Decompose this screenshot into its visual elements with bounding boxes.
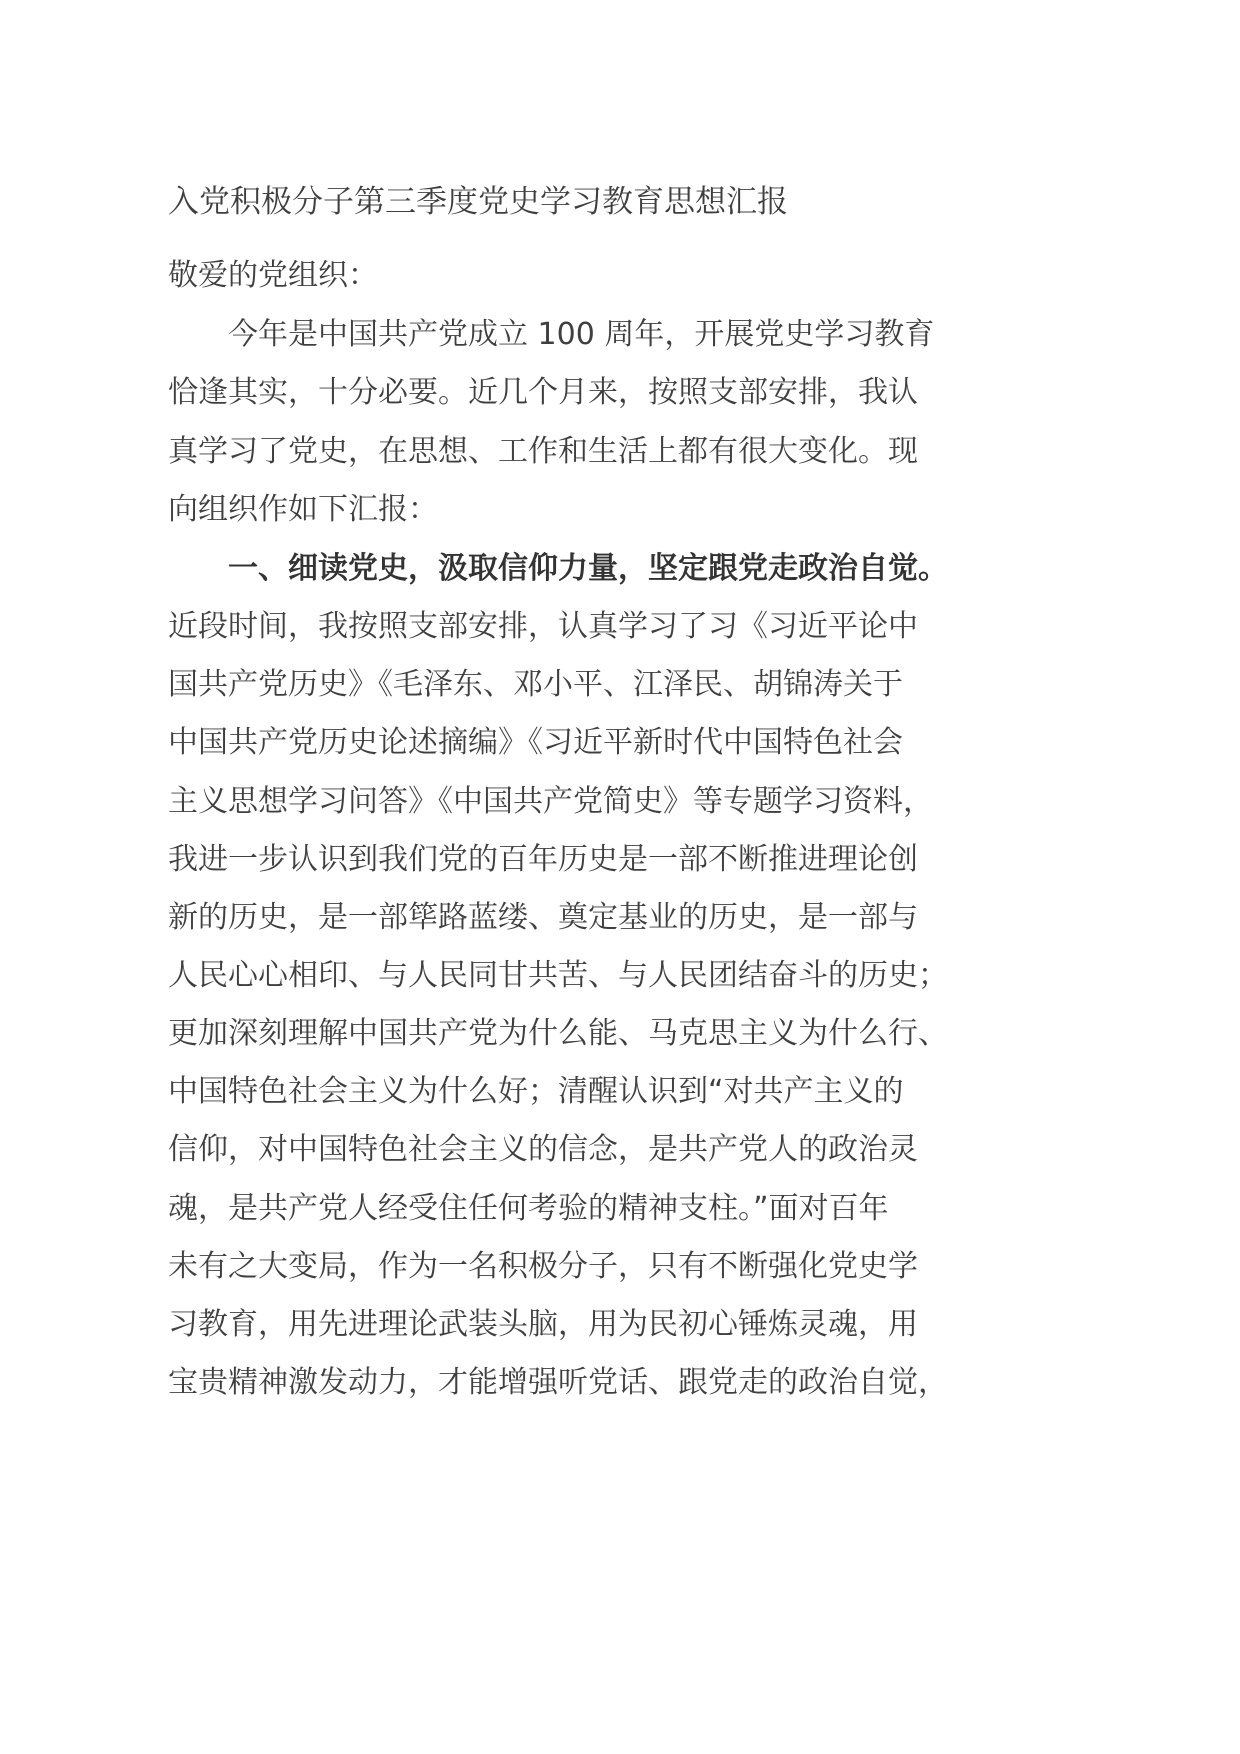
paragraph-line: 我进一步认识到我们党的百年历史是一部不断推进理论创 (168, 842, 918, 877)
paragraph-line: 向组织作如下汇报： (168, 492, 438, 527)
document-title: 入党积极分子第三季度党史学习教育思想汇报 (168, 184, 788, 220)
paragraph-line: 中国共产党历史论述摘编》《习近平新时代中国特色社会 (168, 725, 903, 760)
salutation: 敬爱的党组织： (168, 258, 378, 293)
paragraph-line: 真学习了党史，在思想、工作和生活上都有很大变化。现 (168, 434, 918, 469)
paragraph-line: 人民心心相印、与人民同甘共苦、与人民团结奋斗的历史； (168, 958, 948, 993)
paragraph-line: 魂，是共产党人经受住任何考验的精神支柱。”面对百年 (168, 1191, 889, 1226)
paragraph-line: 信仰，对中国特色社会主义的信念，是共产党人的政治灵 (168, 1132, 918, 1167)
paragraph-line: 中国特色社会主义为什么好；清醒认识到“对共产主义的 (168, 1074, 904, 1109)
paragraph-line: 今年是中国共产党成立 100 周年，开展党史学习教育 (228, 317, 935, 352)
paragraph-line: 近段时间，我按照支部安排，认真学习了习《习近平论中 (168, 609, 918, 644)
paragraph-line: 习教育，用先进理论武装头脑，用为民初心锤炼灵魂，用 (168, 1307, 918, 1342)
paragraph-line: 更加深刻理解中国共产党为什么能、马克思主义为什么行、 (168, 1016, 948, 1051)
paragraph-line: 未有之大变局，作为一名积极分子，只有不断强化党史学 (168, 1249, 918, 1284)
paragraph-line: 主义思想学习问答》《中国共产党简史》等专题学习资料， (168, 784, 933, 819)
paragraph-line: 国共产党历史》《毛泽东、邓小平、江泽民、胡锦涛关于 (168, 667, 903, 702)
paragraph-line: 恰逢其实，十分必要。近几个月来，按照支部安排，我认 (168, 375, 918, 410)
paragraph-line: 宝贵精神激发动力，才能增强听党话、跟党走的政治自觉， (168, 1365, 948, 1400)
paragraph-line: 新的历史，是一部筚路蓝缕、奠定基业的历史，是一部与 (168, 900, 918, 935)
section-heading: 一、细读党史，汲取信仰力量，坚定跟党走政治自觉。 (228, 551, 948, 586)
